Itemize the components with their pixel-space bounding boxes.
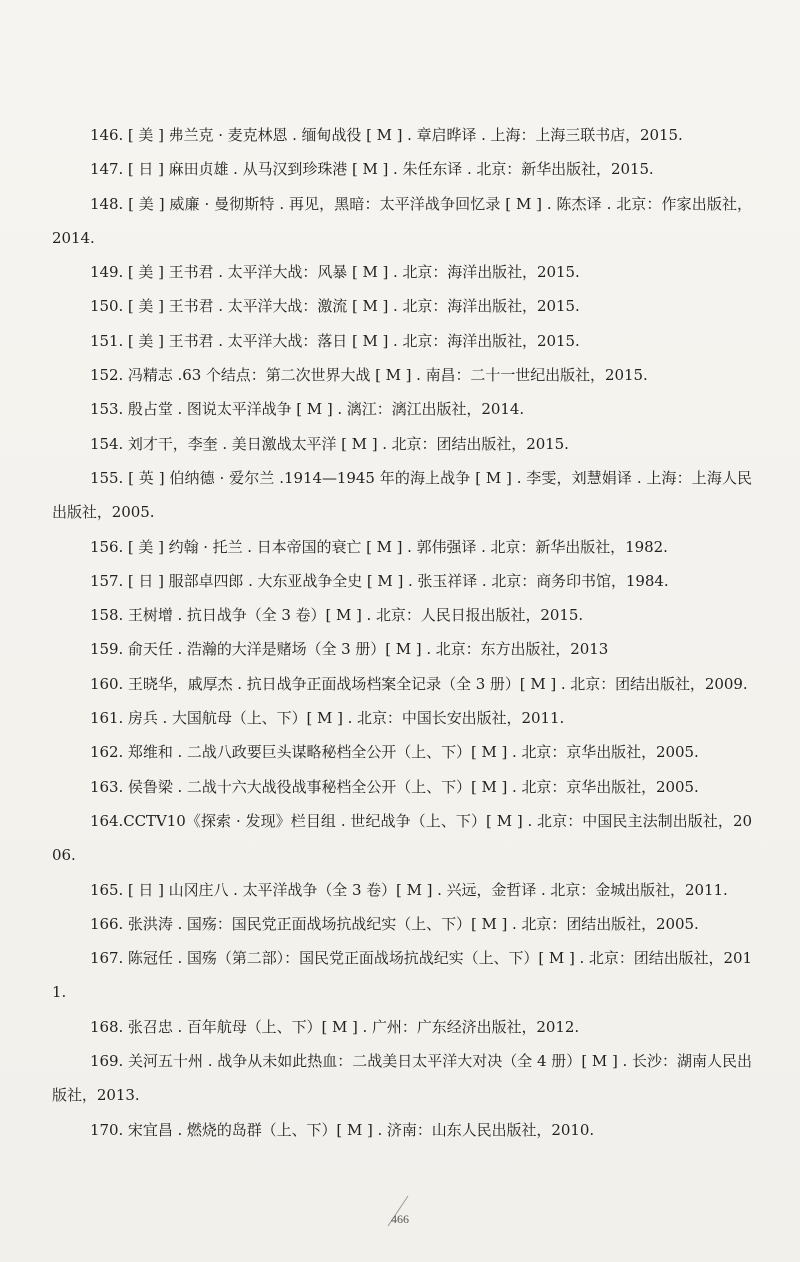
bibliography-entry: 156. [ 美 ] 约翰 · 托兰 . 日本帝国的衰亡 [ M ] . 郭伟强译 . 北京：新华出版社，1982. — [90, 537, 668, 556]
bibliography-entry: 165. [ 日 ] 山冈庄八 . 太平洋战争（全 3 卷）[ M ] . 兴远，金哲译 . 北京：金城出版社，2011. — [90, 880, 728, 899]
bibliography-entry: 151. [ 美 ] 王书君 . 太平洋大战：落日 [ M ] . 北京：海洋出版社，2015. — [90, 331, 580, 350]
bibliography-entry: 147. [ 日 ] 麻田贞雄 . 从马汉到珍珠港 [ M ] . 朱任东译 . 北京：新华出版社，2015. — [90, 160, 654, 179]
bibliography-entry: 167. 陈冠任 . 国殇（第二部）：国民党正面战场抗战纪实（上、下）[ M ] . 北京：团结出版社，2011. — [52, 949, 752, 1002]
bibliography-entry: 169. 关河五十州 . 战争从未如此热血：二战美日太平洋大对决（全 4 册）[ M ] . 长沙：湖南人民出版社，2013. — [52, 1052, 752, 1105]
bibliography-entry: 160. 王晓华，戚厚杰 . 抗日战争正面战场档案全记录（全 3 册）[ M ] . 北京：团结出版社，2009. — [90, 674, 748, 693]
bibliography-list — [52, 118, 752, 1147]
bibliography-entry: 168. 张召忠 . 百年航母（上、下）[ M ] . 广州：广东经济出版社，2012. — [90, 1017, 580, 1036]
bibliography-entry: 146. [ 美 ] 弗兰克 · 麦克林恩 . 缅甸战役 [ M ] . 章启晔译 . 上海：上海三联书店，2015. — [90, 126, 683, 144]
bibliography-entry: 157. [ 日 ] 服部卓四郎 . 大东亚战争全史 [ M ] . 张玉祥译 . 北京：商务印书馆，1984. — [90, 571, 669, 590]
bibliography-entry: 148. [ 美 ] 威廉 · 曼彻斯特 . 再见，黑暗：太平洋战争回忆录 [ M ] . 陈杰译 . 北京：作家出版社，2014. — [52, 194, 752, 247]
bibliography-entry: 150. [ 美 ] 王书君 . 太平洋大战：激流 [ M ] . 北京：海洋出版社，2015. — [90, 297, 580, 316]
bibliography-entry: 164.CCTV10《探索 · 发现》栏目组 . 世纪战争（上、下）[ M ] . 北京：中国民主法制出版社，2006. — [52, 811, 752, 865]
bibliography-entry: 170. 宋宜昌 . 燃烧的岛群（上、下）[ M ] . 济南：山东人民出版社，2010. — [90, 1120, 595, 1139]
bibliography-entry: 158. 王树增 . 抗日战争（全 3 卷）[ M ] . 北京：人民日报出版社，2015. — [90, 606, 584, 625]
bibliography-entry: 159. 俞天任 . 浩瀚的大洋是赌场（全 3 册）[ M ] . 北京：东方出版社，2013 — [90, 640, 609, 659]
bibliography-entry: 162. 郑维和 . 二战八政要巨头谋略秘档全公开（上、下）[ M ] . 北京：京华出版社，2005. — [90, 743, 699, 762]
bibliography-entry: 155. [ 英 ] 伯纳德 · 爱尔兰 .1914—1945 年的海上战争 [ M ] . 李雯，刘慧娟译 . 上海：上海人民出版社，2005. — [52, 468, 752, 522]
bibliography-entry: 161. 房兵 . 大国航母（上、下）[ M ] . 北京：中国长安出版社，2011. — [90, 709, 565, 728]
bibliography-entry: 154. 刘才干，李奎 . 美日激战太平洋 [ M ] . 北京：团结出版社，2015. — [90, 434, 569, 453]
bibliography-entry: 166. 张洪涛 . 国殇：国民党正面战场抗战纪实（上、下）[ M ] . 北京：团结出版社，2005. — [90, 914, 699, 933]
bibliography-entry: 149. [ 美 ] 王书君 . 太平洋大战：风暴 [ M ] . 北京：海洋出版社，2015. — [90, 263, 580, 282]
page-number: 466 — [391, 1212, 409, 1226]
bibliography-entry: 152. 冯精志 .63 个结点：第二次世界大战 [ M ] . 南昌：二十一世纪出版社，2015. — [90, 366, 648, 385]
bibliography-entry: 163. 侯鲁梁 . 二战十六大战役战事秘档全公开（上、下）[ M ] . 北京：京华出版社，2005. — [90, 777, 699, 796]
bibliography-entry: 153. 殷占堂 . 图说太平洋战争 [ M ] . 漓江：漓江出版社，2014. — [90, 400, 525, 419]
